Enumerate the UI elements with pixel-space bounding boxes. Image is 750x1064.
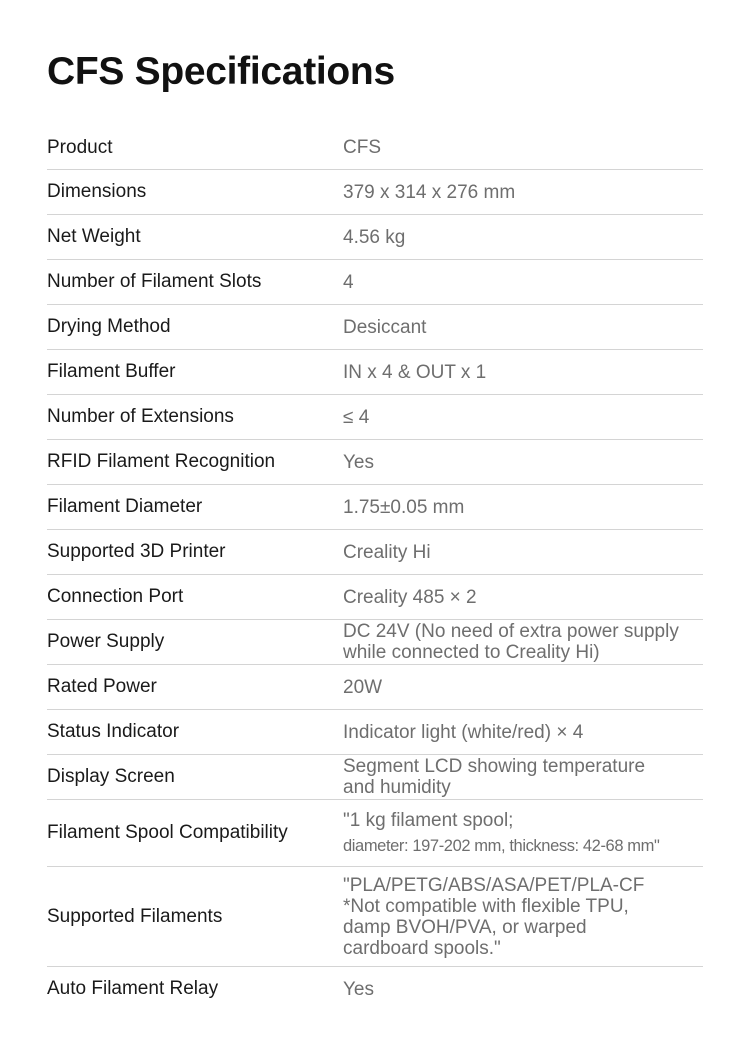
spec-row <box>47 710 703 755</box>
spec-row <box>47 967 703 1011</box>
spec-value-line: "PLA/PETG/ABS/ASA/PET/PLA-CF <box>343 874 645 896</box>
spec-value-line: "1 kg filament spool; <box>343 809 514 831</box>
spec-row <box>47 485 703 530</box>
spec-value <box>343 407 703 428</box>
spec-row <box>47 215 703 260</box>
spec-row <box>47 395 703 440</box>
spec-label: Status Indicator <box>47 721 180 742</box>
spec-row <box>47 170 703 215</box>
spec-row <box>47 620 703 665</box>
spec-value-line: *Not compatible with flexible TPU, <box>343 895 629 917</box>
spec-value-line: 4.56 kg <box>343 226 406 248</box>
spec-value-line: DC 24V (No need of extra power supply <box>343 621 679 642</box>
spec-label: Filament Buffer <box>47 361 176 382</box>
spec-value-line: IN x 4 & OUT x 1 <box>343 361 487 383</box>
page-title: CFS Specifications <box>47 50 395 93</box>
spec-value-line: Segment LCD showing temperature <box>343 756 646 777</box>
spec-label: Filament Diameter <box>47 496 203 517</box>
spec-row <box>47 755 703 800</box>
spec-value <box>343 542 703 563</box>
spec-row <box>47 575 703 620</box>
spec-value-line: ≤ 4 <box>343 406 370 428</box>
spec-value-line: Yes <box>343 978 374 1000</box>
spec-value-line: 379 x 314 x 276 mm <box>343 181 516 203</box>
spec-label: Supported Filaments <box>47 905 223 927</box>
spec-row <box>47 665 703 710</box>
spec-value <box>343 182 703 203</box>
spec-label: Net Weight <box>47 226 141 247</box>
spec-label: Number of Filament Slots <box>47 271 262 292</box>
spec-label: Filament Spool Compatibility <box>47 822 288 843</box>
spec-value <box>343 875 703 959</box>
spec-value-line: while connected to Creality Hi) <box>343 642 600 663</box>
spec-value <box>343 317 703 338</box>
spec-value-line: 20W <box>343 676 383 698</box>
spec-label: Dimensions <box>47 181 147 202</box>
spec-value <box>343 810 703 857</box>
spec-label: Power Supply <box>47 631 165 652</box>
spec-value-line: Desiccant <box>343 316 427 338</box>
spec-value-line: damp BVOH/PVA, or warped <box>343 916 587 938</box>
spec-value <box>343 452 703 473</box>
spec-value-line: and humidity <box>343 777 451 798</box>
spec-value-line: Creality Hi <box>343 541 431 563</box>
spec-label: RFID Filament Recognition <box>47 451 276 472</box>
spec-label: Drying Method <box>47 316 171 337</box>
spec-value <box>343 362 703 383</box>
spec-row <box>47 867 703 967</box>
spec-value <box>343 272 703 293</box>
spec-label: Connection Port <box>47 586 184 607</box>
spec-value-line: 1.75±0.05 mm <box>343 496 465 518</box>
spec-value-line: Indicator light (white/red) × 4 <box>343 721 584 743</box>
spec-value <box>343 137 703 158</box>
spec-value-line: cardboard spools." <box>343 937 501 959</box>
spec-row <box>47 305 703 350</box>
spec-label: Rated Power <box>47 676 157 697</box>
spec-value <box>343 677 703 698</box>
spec-value-line: 4 <box>343 271 354 293</box>
spec-value-line: CFS <box>343 137 381 158</box>
spec-label: Product <box>47 136 113 158</box>
spec-value <box>343 979 703 1000</box>
spec-table <box>47 126 703 1011</box>
spec-label: Number of Extensions <box>47 406 234 427</box>
spec-value <box>343 756 703 798</box>
spec-row <box>47 126 703 170</box>
spec-value <box>343 497 703 518</box>
spec-value <box>343 587 703 608</box>
spec-value-line: Yes <box>343 451 374 473</box>
spec-row <box>47 530 703 575</box>
spec-label: Auto Filament Relay <box>47 978 219 999</box>
spec-value <box>343 722 703 743</box>
spec-value-line: Creality 485 × 2 <box>343 586 477 608</box>
spec-label: Supported 3D Printer <box>47 541 226 562</box>
spec-row <box>47 800 703 867</box>
spec-value-line: diameter: 197-202 mm, thickness: 42-68 mm" <box>343 836 660 855</box>
spec-value <box>343 227 703 248</box>
spec-row <box>47 440 703 485</box>
spec-value <box>343 621 703 663</box>
spec-row <box>47 350 703 395</box>
spec-row <box>47 260 703 305</box>
spec-label: Display Screen <box>47 766 175 787</box>
